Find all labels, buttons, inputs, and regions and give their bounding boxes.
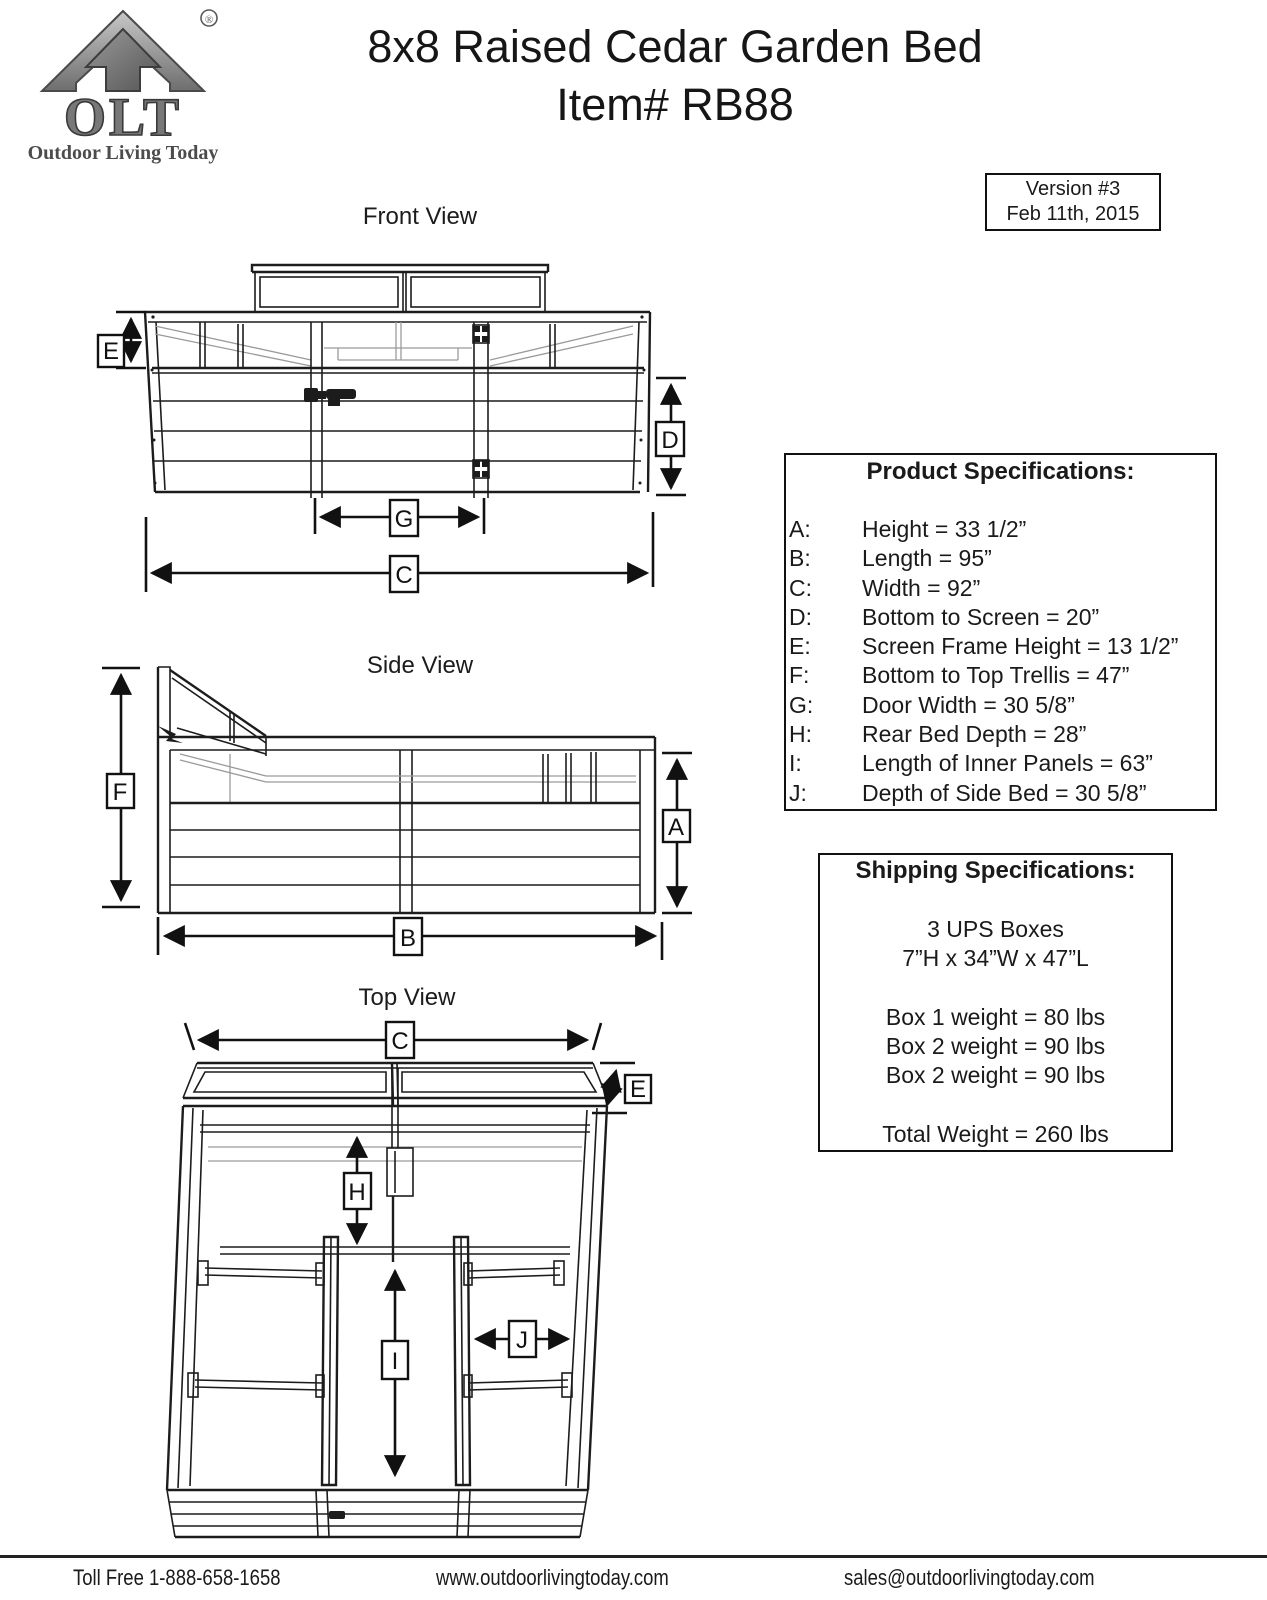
svg-text:E: E bbox=[102, 338, 120, 365]
olt-logo bbox=[20, 5, 230, 165]
website-text[interactable]: www.outdoorlivingtoday.com bbox=[436, 1565, 669, 1590]
spec-value: Width = 92” bbox=[862, 574, 981, 601]
spec-key: C: bbox=[789, 574, 812, 601]
spec-key: E: bbox=[789, 633, 811, 660]
spec-key: B: bbox=[789, 545, 811, 572]
footer-email[interactable] bbox=[844, 1565, 1142, 1591]
top-view-drawing bbox=[120, 975, 680, 1540]
shipping-box-size: 7”H x 34”W x 47”L bbox=[902, 945, 1089, 971]
page-title-line2: Item# RB88 bbox=[556, 79, 794, 130]
front-screen-interior bbox=[155, 322, 633, 368]
side-boards bbox=[158, 803, 655, 913]
svg-text:H: H bbox=[348, 1179, 366, 1206]
spec-key: A: bbox=[789, 516, 811, 542]
svg-text:C: C bbox=[395, 562, 413, 589]
top-dim-C bbox=[185, 1022, 601, 1058]
spec-row bbox=[786, 632, 1215, 661]
side-dim-A bbox=[662, 753, 692, 913]
svg-text:D: D bbox=[661, 427, 679, 454]
footer-website[interactable] bbox=[436, 1565, 713, 1591]
spec-row bbox=[786, 779, 1215, 808]
front-view-drawing bbox=[88, 240, 703, 605]
footer-toll-free bbox=[73, 1565, 320, 1591]
spec-key: H: bbox=[789, 721, 812, 748]
side-view-drawing bbox=[88, 640, 703, 970]
box3-weight: Box 2 weight = 90 lbs bbox=[885, 1062, 1106, 1088]
product-specifications-box bbox=[784, 453, 1217, 811]
version-number: Version #3 bbox=[1025, 178, 1121, 200]
top-view-title: Top View bbox=[358, 984, 456, 1011]
spec-value: Length = 95” bbox=[862, 545, 992, 572]
spec-row bbox=[786, 544, 1215, 573]
spec-value: Bottom to Screen = 20” bbox=[862, 603, 1100, 630]
spec-value: Depth of Side Bed = 30 5/8” bbox=[862, 779, 1147, 806]
door-hinge-top bbox=[473, 325, 489, 343]
footer-divider bbox=[0, 1555, 1267, 1558]
front-wall-latch bbox=[329, 1511, 345, 1519]
registered-mark bbox=[201, 10, 217, 26]
front-dim-D bbox=[656, 378, 686, 495]
svg-text:G: G bbox=[394, 506, 414, 533]
svg-text:B: B bbox=[399, 925, 417, 952]
shipping-specs-title: Shipping Specifications: bbox=[855, 857, 1136, 884]
svg-text:J: J bbox=[516, 1327, 528, 1354]
front-boards bbox=[152, 368, 644, 492]
svg-text:®: ® bbox=[204, 14, 214, 26]
front-corner-posts bbox=[145, 312, 650, 492]
spec-key: J: bbox=[789, 779, 807, 806]
spec-row bbox=[786, 691, 1215, 720]
shipping-specifications-box bbox=[818, 853, 1173, 1152]
product-specs-rows bbox=[786, 515, 1215, 808]
top-dim-H bbox=[344, 1138, 371, 1243]
side-trellis bbox=[158, 667, 266, 913]
top-front-wall bbox=[167, 1490, 588, 1537]
product-specs-title: Product Specifications: bbox=[866, 458, 1135, 485]
shipping-boxes-count: 3 UPS Boxes bbox=[927, 916, 1064, 942]
side-view-title: Side View bbox=[366, 652, 474, 679]
logo-tagline: Outdoor Living Today bbox=[27, 142, 219, 164]
spec-row bbox=[786, 603, 1215, 632]
top-dim-I bbox=[382, 1271, 408, 1475]
spec-value: Height = 33 1/2” bbox=[862, 516, 1027, 542]
total-weight: Total Weight = 260 lbs bbox=[882, 1121, 1109, 1147]
spec-row bbox=[786, 749, 1215, 778]
spec-key: G: bbox=[789, 691, 814, 718]
page-title bbox=[260, 18, 1090, 134]
spec-value: Length of Inner Panels = 63” bbox=[862, 750, 1153, 777]
house-arrow-icon bbox=[42, 11, 204, 91]
email-text[interactable]: sales@outdoorlivingtoday.com bbox=[844, 1565, 1095, 1590]
spec-row bbox=[786, 661, 1215, 690]
spec-row bbox=[786, 574, 1215, 603]
spec-value: Door Width = 30 5/8” bbox=[862, 691, 1075, 718]
page-title-line1: 8x8 Raised Cedar Garden Bed bbox=[367, 21, 983, 72]
spec-value: Rear Bed Depth = 28” bbox=[862, 721, 1087, 748]
side-screen-interior bbox=[180, 752, 636, 803]
svg-text:I: I bbox=[391, 1348, 399, 1375]
box2-weight: Box 2 weight = 90 lbs bbox=[885, 1033, 1106, 1059]
front-trellis bbox=[252, 265, 548, 312]
side-dim-F bbox=[102, 668, 140, 907]
top-dim-J bbox=[476, 1321, 568, 1357]
version-date: Feb 11th, 2015 bbox=[1006, 203, 1140, 225]
version-box bbox=[985, 173, 1161, 231]
side-posts bbox=[170, 737, 655, 913]
spec-value: Bottom to Top Trellis = 47” bbox=[862, 662, 1130, 689]
spec-value: Screen Frame Height = 13 1/2” bbox=[862, 633, 1179, 660]
logo-brand-text: OLT bbox=[63, 87, 183, 147]
front-dim-E bbox=[98, 312, 146, 368]
spec-row bbox=[786, 515, 1215, 544]
spec-key: D: bbox=[789, 603, 812, 630]
spec-key: F: bbox=[789, 662, 810, 689]
spec-row bbox=[786, 720, 1215, 749]
front-dim-G bbox=[315, 498, 484, 536]
svg-text:E: E bbox=[629, 1076, 647, 1103]
side-dim-B bbox=[158, 917, 662, 960]
svg-text:A: A bbox=[667, 814, 685, 841]
box1-weight: Box 1 weight = 80 lbs bbox=[885, 1004, 1106, 1030]
top-screen-frame bbox=[183, 1063, 607, 1106]
svg-text:C: C bbox=[391, 1028, 409, 1055]
svg-text:F: F bbox=[112, 779, 128, 806]
front-view-title: Front View bbox=[362, 203, 478, 230]
spec-key: I: bbox=[789, 750, 802, 777]
toll-free-text: Toll Free 1-888-658-1658 bbox=[73, 1565, 281, 1590]
front-top-rail bbox=[145, 312, 650, 322]
door-hinge-bottom bbox=[473, 460, 489, 478]
